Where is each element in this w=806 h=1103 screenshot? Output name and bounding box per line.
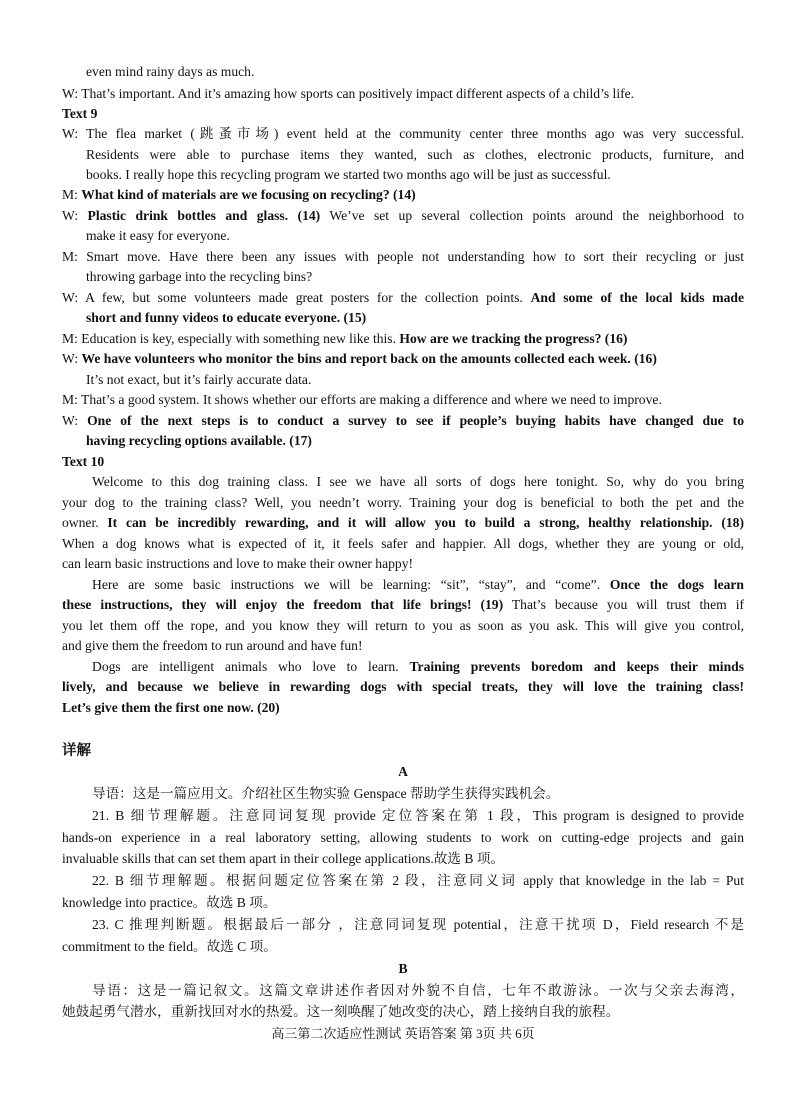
text-line: 她鼓起勇气潜水，重新找回对水的热爱。这一刻唤醒了她改变的决心，踏上接纳自我的旅程。 bbox=[62, 1004, 620, 1019]
text-line: 导语：这是一篇记叙文。这篇文章讲述作者因对外貌不自信，七年不敢游泳。一次与父亲去海湾， bbox=[92, 983, 744, 998]
text-line: short and funny videos to educate everyone. (15) bbox=[86, 310, 367, 325]
text-line: W: Plastic drink bottles and glass. (14) We’ve set up several collection points around the neighborhood to bbox=[62, 208, 744, 223]
text-line: these instructions, they will enjoy the freedom that life brings! (19) That’s because you will trust them if bbox=[62, 597, 744, 612]
text-line: W: That’s important. And it’s amazing how sports can positively impact different aspects of a child’s life. bbox=[62, 86, 635, 101]
text-line: lively, and because we believe in rewarding dogs with special treats, they will love the training class! bbox=[62, 679, 744, 694]
text-line: you let them off the rope, and you know they will return to you as soon as you ask. This will give you control, bbox=[62, 618, 744, 633]
text-line: throwing garbage into the recycling bins? bbox=[86, 269, 313, 284]
text-line: Residents were able to purchase items they wanted, such as clothes, electronic products, furniture, and bbox=[86, 147, 744, 162]
text-line: It’s not exact, but it’s fairly accurate data. bbox=[86, 372, 312, 387]
text-line: Welcome to this dog training class. I see we have all sorts of dogs here tonight. So, why do you bring bbox=[92, 474, 744, 489]
text-line: Let’s give them the first one now. (20) bbox=[62, 700, 280, 715]
text-line: books. I really hope this recycling program we started two months ago will be just as successful. bbox=[86, 167, 611, 182]
section-heading-explanation: 详解 bbox=[62, 743, 91, 759]
text-line: M: What kind of materials are we focusing on recycling? (14) bbox=[62, 187, 416, 202]
section-heading-text-10: Text 10 bbox=[62, 454, 105, 469]
page-footer: 高三第二次适应性测试 英语答案 第 3页 共 6页 bbox=[271, 1026, 535, 1041]
text-line: M: Smart move. Have there been any issues with people not understanding how to sort their recycling or just bbox=[62, 249, 744, 264]
text-line: having recycling options available. (17) bbox=[86, 433, 312, 448]
text-line: 导语：这是一篇应用文。介绍社区生物实验 Genspace 帮助学生获得实践机会。 bbox=[92, 786, 560, 801]
text-line: knowledge into practice。故选 B 项。 bbox=[62, 895, 277, 910]
text-line: 22. B 细节理解题。根据问题定位答案在第 2 段，注意同义词 apply that knowledge in the lab = Put bbox=[92, 873, 744, 888]
text-line: even mind rainy days as much. bbox=[86, 64, 255, 79]
text-line: Here are some basic instructions we will be learning: “sit”, “stay”, and “come”. Once the dogs learn bbox=[92, 577, 744, 592]
text-line: can learn basic instructions and love to make their owner happy! bbox=[62, 556, 414, 571]
text-line: W: The flea market (跳蚤市场) event held at the community center three months ago was very successful. bbox=[62, 126, 744, 141]
text-line: and give them the freedom to run around and have fun! bbox=[62, 638, 363, 653]
passage-label-b: B bbox=[398, 961, 408, 976]
text-line: M: Education is key, especially with something new like this. How are we tracking the progress? (16) bbox=[62, 331, 628, 346]
passage-label-a: A bbox=[398, 764, 408, 779]
text-line: invaluable skills that can set them apart in their college applications.故选 B 项。 bbox=[62, 851, 505, 866]
text-line: hands-on experience in a real laboratory setting, allowing students to work on cutting-edge projects and gain bbox=[62, 830, 744, 845]
text-line: make it easy for everyone. bbox=[86, 228, 230, 243]
text-line: W: One of the next steps is to conduct a survey to see if people’s buying habits have changed due to bbox=[62, 413, 744, 428]
text-line: owner. It can be incredibly rewarding, and it will allow you to build a strong, healthy relationship. (18) bbox=[62, 515, 744, 530]
section-heading-text-9: Text 9 bbox=[62, 106, 98, 121]
text-line: W: A few, but some volunteers made great posters for the collection points. And some of the local kids made bbox=[62, 290, 744, 305]
text-line: commitment to the field。故选 C 项。 bbox=[62, 939, 277, 954]
text-line: your dog to the training class? Well, you needn’t worry. Training your dog is beneficial to both the pet and the bbox=[62, 495, 744, 510]
text-line: 23. C 推理判断题。根据最后一部分 ，注意同词复现 potential，注意干扰项 D，Field research 不是 bbox=[92, 917, 744, 932]
text-line: M: That’s a good system. It shows whether our efforts are making a difference and where we need to improve. bbox=[62, 392, 662, 407]
text-line: W: We have volunteers who monitor the bins and report back on the amounts collected each week. (16) bbox=[62, 351, 657, 366]
text-line: 21. B 细节理解题。注意同词复现 provide 定位答案在第 1 段，This program is designed to provide bbox=[92, 808, 744, 823]
text-line: When a dog knows what is expected of it, it feels safer and happier. All dogs, whether they are young or old, bbox=[62, 536, 744, 551]
text-line: Dogs are intelligent animals who love to learn. Training prevents boredom and keeps their minds bbox=[92, 659, 744, 674]
